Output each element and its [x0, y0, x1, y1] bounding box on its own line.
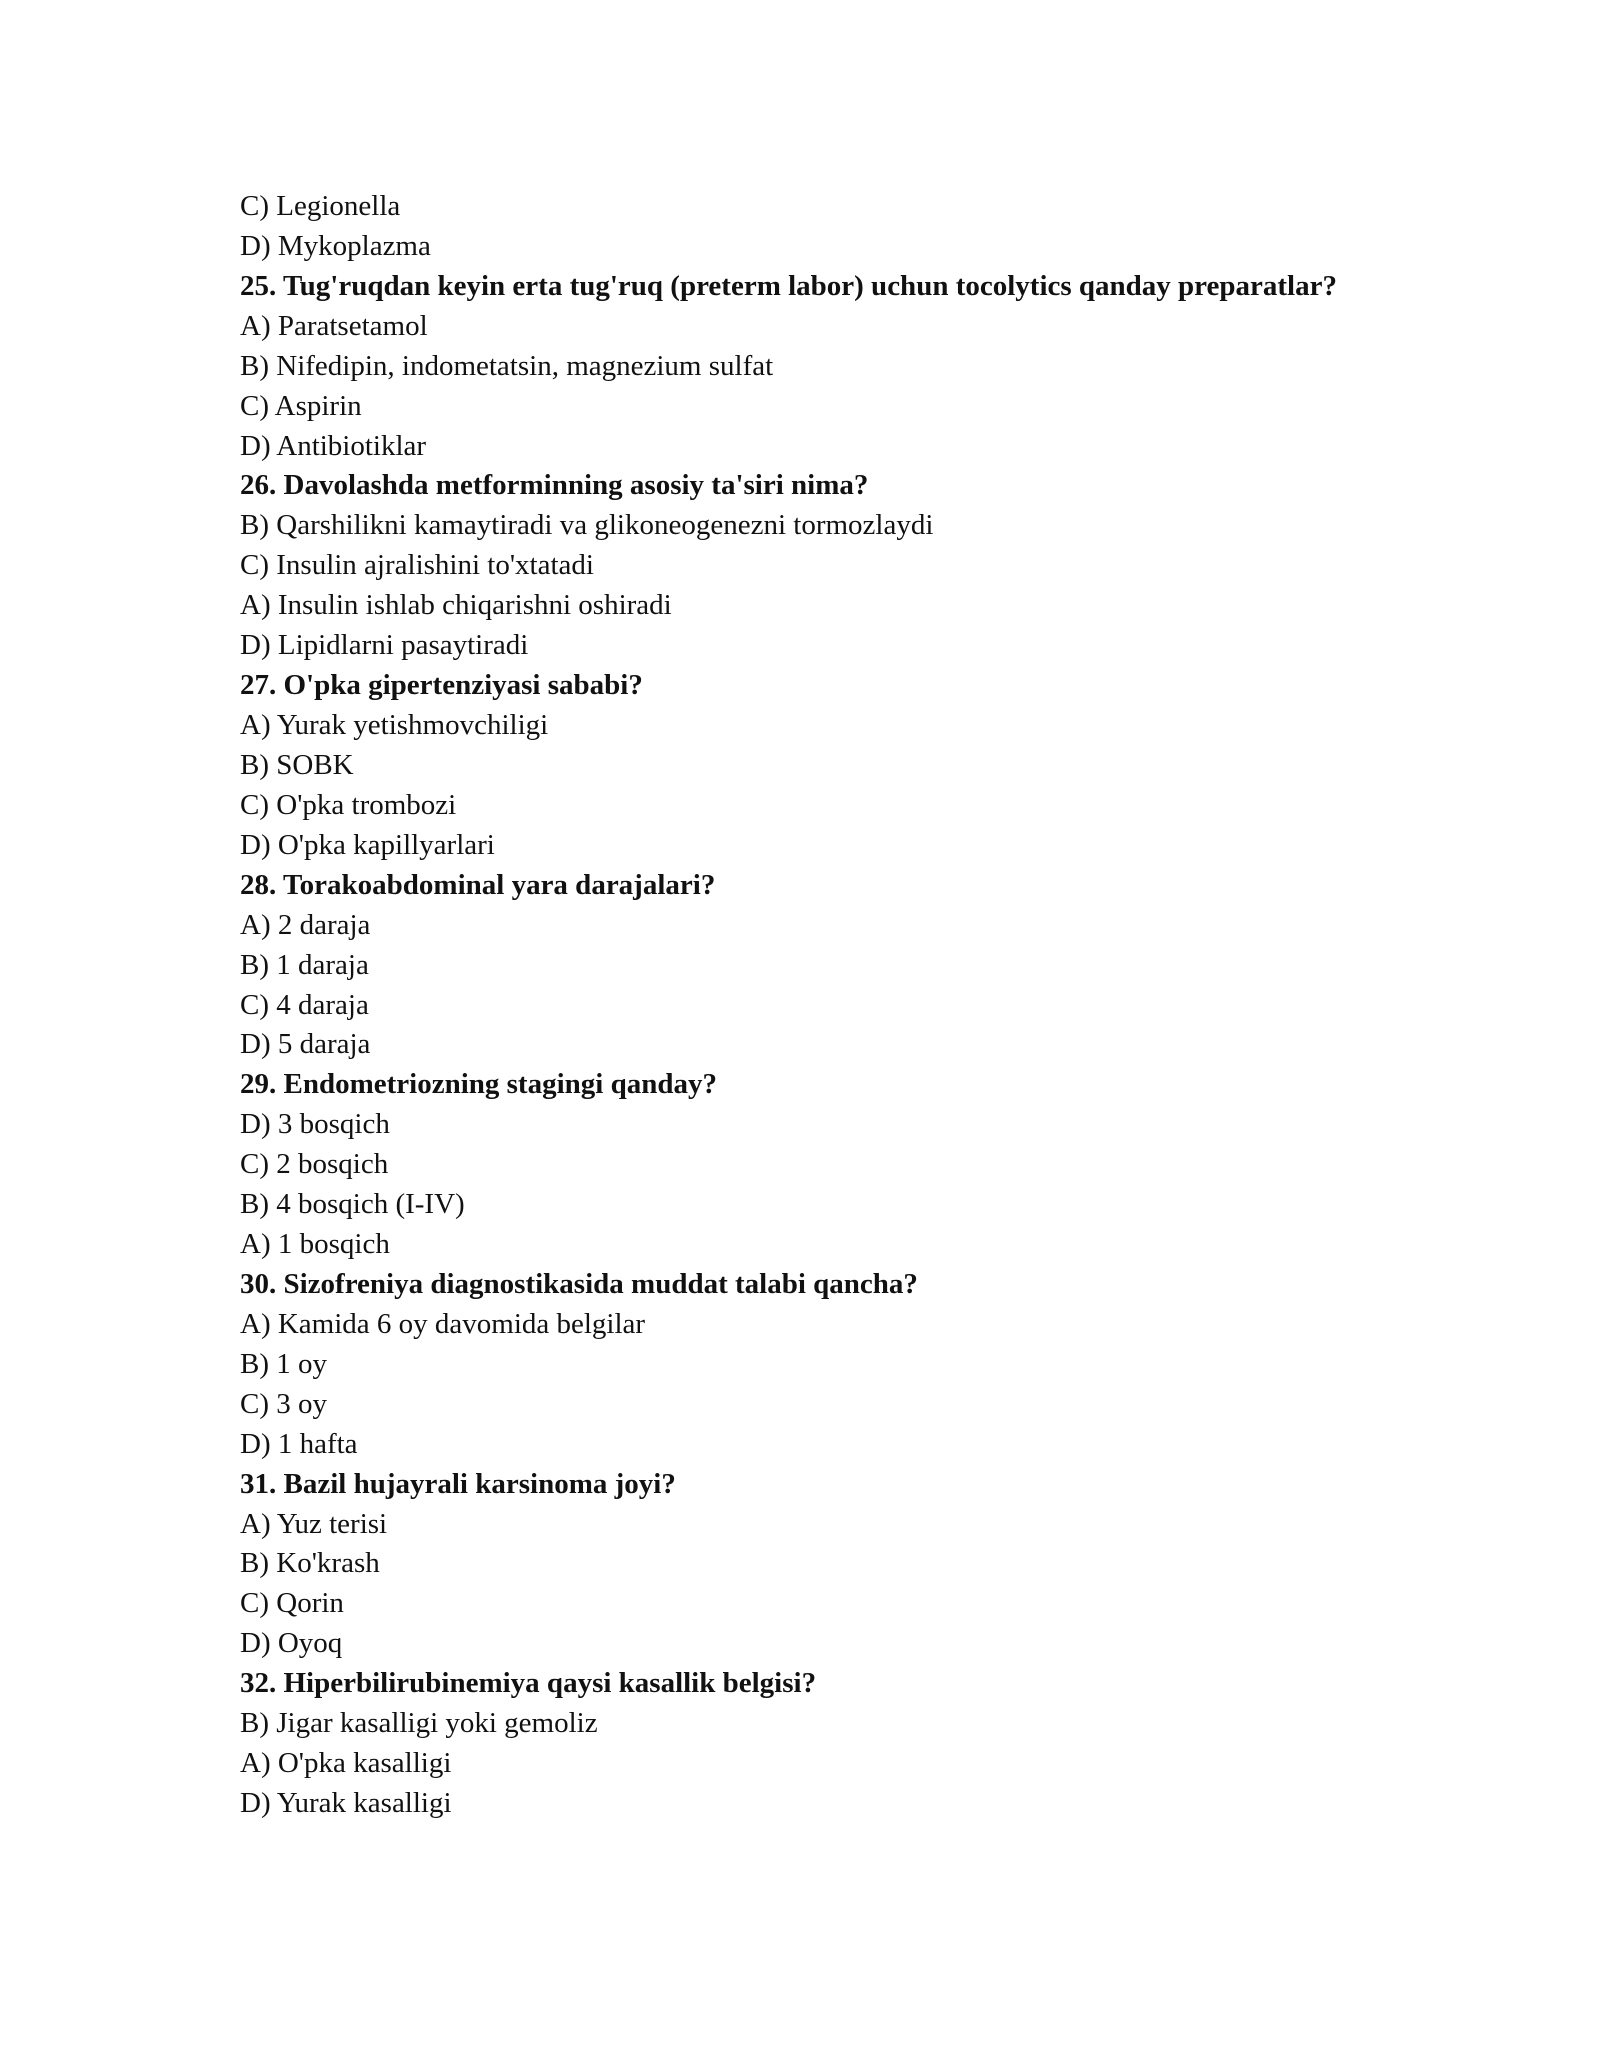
- option-line: D) Antibiotiklar: [240, 429, 427, 462]
- option-line: B) 1 oy: [240, 1347, 327, 1380]
- question-title: 26. Davolashda metforminning asosiy ta'siri nima?: [240, 469, 869, 502]
- option-line: D) O'pka kapillyarlari: [240, 828, 495, 861]
- option-line: D) 1 hafta: [240, 1427, 358, 1460]
- option-line: A) Insulin ishlab chiqarishni oshiradi: [240, 589, 672, 622]
- option-line: B) 1 daraja: [240, 948, 369, 981]
- option-line: A) Paratsetamol: [240, 309, 428, 342]
- option-line: B) Ko'krash: [240, 1547, 380, 1580]
- option-line: D) 5 daraja: [240, 1028, 371, 1061]
- option-line: B) Nifedipin, indometatsin, magnezium sulfat: [240, 349, 774, 382]
- option-line: A) Yurak yetishmovchiligi: [240, 709, 549, 742]
- option-line: B) Qarshilikni kamaytiradi va glikoneogenezni tormozlaydi: [240, 509, 934, 542]
- option-line: C) Aspirin: [240, 389, 362, 422]
- question-title: 28. Torakoabdominal yara darajalari?: [240, 868, 716, 901]
- option-line: C) O'pka trombozi: [240, 788, 457, 821]
- document-page: [240, 187, 1340, 1824]
- question-title: 29. Endometriozning stagingi qanday?: [240, 1068, 717, 1101]
- option-line: C) 3 oy: [240, 1387, 327, 1420]
- option-line: B) SOBK: [240, 748, 354, 781]
- option-line: C) Legionella: [240, 190, 401, 222]
- question-title: 30. Sizofreniya diagnostikasida muddat talabi qancha?: [240, 1267, 918, 1300]
- option-line: D) Oyoq: [240, 1627, 343, 1660]
- option-line: D) 3 bosqich: [240, 1108, 390, 1141]
- option-line: D) Yurak kasalligi: [240, 1787, 452, 1819]
- option-line: C) Qorin: [240, 1587, 344, 1620]
- question-title: 27. O'pka gipertenziyasi sababi?: [240, 669, 643, 702]
- question-title: 31. Bazil hujayrali karsinoma joyi?: [240, 1467, 676, 1500]
- option-line: B) 4 bosqich (I-IV): [240, 1188, 465, 1221]
- option-line: A) Kamida 6 oy davomida belgilar: [240, 1307, 646, 1340]
- question-title: 25. Tug'ruqdan keyin erta tug'ruq (preterm labor) uchun tocolytics qanday preparatlar?: [240, 269, 1337, 302]
- option-line: D) Mykoplazma: [240, 229, 431, 262]
- question-title: 32. Hiperbilirubinemiya qaysi kasallik belgisi?: [240, 1667, 817, 1700]
- option-line: C) 4 daraja: [240, 988, 369, 1021]
- option-line: A) O'pka kasalligi: [240, 1747, 452, 1780]
- option-line: B) Jigar kasalligi yoki gemoliz: [240, 1707, 598, 1740]
- option-line: D) Lipidlarni pasaytiradi: [240, 629, 529, 662]
- option-line: A) Yuz terisi: [240, 1507, 388, 1540]
- option-line: A) 1 bosqich: [240, 1228, 390, 1261]
- option-line: C) 2 bosqich: [240, 1148, 389, 1181]
- option-line: C) Insulin ajralishini to'xtatadi: [240, 549, 594, 582]
- option-line: A) 2 daraja: [240, 908, 371, 941]
